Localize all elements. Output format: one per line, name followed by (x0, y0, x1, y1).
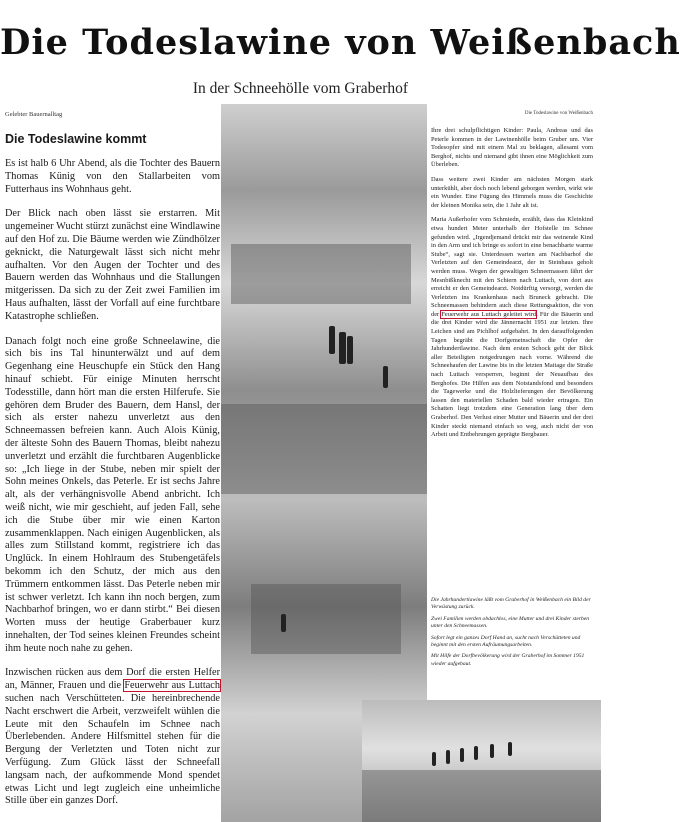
paragraph-text: . Für die Bäuerin und die drei Kinder wird die Jännernacht 1951 zur letzten. Ihre Leichen sind am Pichlhof aufgebahrt. In den darauffolgenden Tagen begräbt die Dorfgemeinschaft die Opfer der Jahrhundertlawine. Nach dem ersten Schock geht der Blick aller Beteiligten notgedrungen nach vorne. Während die Schneehaufen der Lawine bis in die letzten Maitage die Straße nach Luttach versperren, beginnt der Neuaufbau des Berghofes. Die Hilfen aus dem Notstandsfond und besonders die Tagewerke und die Holzlieferungen der Bevölkerung lassen den materiellen Schaden bald wieder ertragen. Ein Schatten liegt trotzdem eine Generation lang über dem Graberhof. Den Verlust einer Mutter und Bäuerin und der drei Kinder steckt niemand einfach so weg, auch nicht der von Arbeit und Entbehrungen geprägte Bergbauer. (431, 310, 593, 439)
paragraph: Der Blick nach oben lässt sie erstarren. Mit ungemeiner Wucht stürzt zunächst eine Windlawine auf den Hof zu. Die Bäume werden wie Zündhölzer geknickt, die Naturgewalt lässt sich nicht mehr aufhalten. Vor den Augen der Tochter und des Bauern werden das Wohnhaus und die Stallungen mitgerissen. Da sich zu der Zeit zwei Familien im Haus aufhalten, lässt der Vorfall auf eine furchtbare Katastrophe schließen. (5, 208, 220, 322)
paragraph: Ihre drei schulpflichtigen Kinder: Paula, Andreas und das Peterle kommen in der Lawinenhölle beim Gruber um. Vier Todesopfer sind mit einem Mal zu beklagen, allesamt vom Berghof, nichts und niemand gibt ihnen eine Möglichkeit zum Überleben. (431, 127, 593, 169)
caption: Sofort legt ein ganzes Dorf Hand an, sucht nach Verschütteten und beginnt mit den ersten Aufräumungsarbeiten. (431, 634, 581, 649)
paragraph: Es ist halb 6 Uhr Abend, als die Tochter des Bauern Thomas Künig von den Stallarbeiten vom Futterhaus ins Wohnhaus geht. (5, 158, 220, 195)
paragraph (431, 216, 593, 439)
highlighted-phrase: Feuerwehr aus Luttach geleitet wird (441, 310, 537, 318)
caption: Zwei Familien werden obdachlos, eine Mutter und drei Kinder sterben unter den Schneemassen. (431, 615, 590, 630)
left-text-column (5, 158, 220, 820)
section-heading: Die Todeslawine kommt (5, 132, 147, 146)
article-subtitle: In der Schneehölle vom Graberhof (192, 80, 409, 97)
paragraph (5, 667, 220, 808)
caption: Die Jahrhundertlawine läßt vom Graberhof in Weißenbach ein Bild der Verwüstung zurück. (431, 597, 591, 611)
photo-captions (431, 597, 593, 672)
running-header: Die Todeslawine von Weißenbach (524, 111, 593, 116)
caption: Mit Hilfe der Dorfbevölkerung wird der Graberhof im Sommer 1951 wieder aufgebaut. (431, 653, 585, 667)
paragraph-text: Inzwischen rücken aus dem Dorf die ersten Helfer an, Männer, Frauen und die (5, 667, 220, 692)
right-text-column (431, 127, 593, 446)
paragraph: Dass weitere zwei Kinder am nächsten Morgen stark unterkühlt, aber doch noch lebend geborgen werden, wirkt wie ein Wunder. Eine Fügung des Himmels muss die Geschichte der kleinen Monika sein, die 1 Jahr alt ist. (431, 175, 593, 209)
section-kicker: Gelebter Bauernalltag (5, 111, 63, 118)
highlighted-phrase: Feuerwehr aus Luttach (124, 680, 220, 692)
paragraph-text: suchen nach Verschütteten. Die hereinbrechende Nacht erschwert die Arbeit, verzweifelt wühlen die Leute mit den Schaufeln im Schnee nach Überlebenden. Andere Hilfsmittel stehen für die Bergung der Verletzten und Toten nicht zur Verfügung. Zum Glück lässt der Schneefall langsam nach, der aufkommende Mond spendet etwas Licht und legt zugleich eine unheimliche Stille über ein ganzes Dorf. (5, 693, 220, 807)
paragraph-text: Maria Außerhofer vom Schmiedn, erzählt, dass das Kleinkind etwa hundert Meter unterhalb der Hofstelle im Schnee gefunden wird. „Irgendjemand drückt mir das weinende Kind in den Arm und ich bringe es sofort in eine benachbarte warme Stube“, sagt sie. Unterdessen warten am Nachbarhof die Verletzten auf den Gemeindearzt, der in Steinhaus geholt werden muss. Wegen der gewaltigen Schneemassen fährt der Mesnbißknecht mit den Schiern nach Luttach, von dort aus erreicht er den Gemeindearzt. Notdürftig versorgt, werden die Verletzten ins Krankenhaus nach Bruneck gebracht. Die Schneemassen behindern auch diese Rettungsaktion, die von der (431, 216, 593, 318)
article-title: Die Todeslawine von Weißenbach (0, 22, 681, 63)
paragraph: Danach folgt noch eine große Schneelawine, die sich bis ins Tal hinunterwälzt und auf dem Gegenhang eine Heuschupfe ein Stück den Hang hinauf schiebt. Für einige Minuten herrscht Todesstille, dann hört man die ersten Hilferufe. Sie gehören dem Bruder des Bauern, dem Hansl, der sich als erster nahezu unverletzt aus den Schneemassen befreien kann. Auch Alois Künig, der älteste Sohn des Bauern Thomas, bleibt nahezu unverletzt und erzählt die furchtbaren Augenblicke so: „Ich liege in der Stube, neben mir spielt der Sohn meines Onkels, das Peterle. Er ist sechs Jahre alt, als der verhängnisvolle Abend anbricht. Ich weiß nicht, wie mir geschieht, auf jeden Fall, sehe ich die Stube über mir wie einen Karton zusammenklappen. Nach einigen Augenblicken, als alles zum Stillstand kommt, registriere ich das Unglück. In einem Hohlraum des Stubengetäfels bekomm ich den Schutz, der mich aus den Trümmern entkommen lässt. Das Peterle neben mir ist schwer verletzt. Ich kann ihn noch bergen, zum Nachbarhof bringen, wo er dann stirbt.“ Bei diesen Worten muss der heutige Graberbauer kurz innehalten, der Tod seines kleinen Freundes scheint ihm heute noch nahe zu gehen. (5, 335, 220, 654)
rescue-photo (362, 700, 601, 822)
